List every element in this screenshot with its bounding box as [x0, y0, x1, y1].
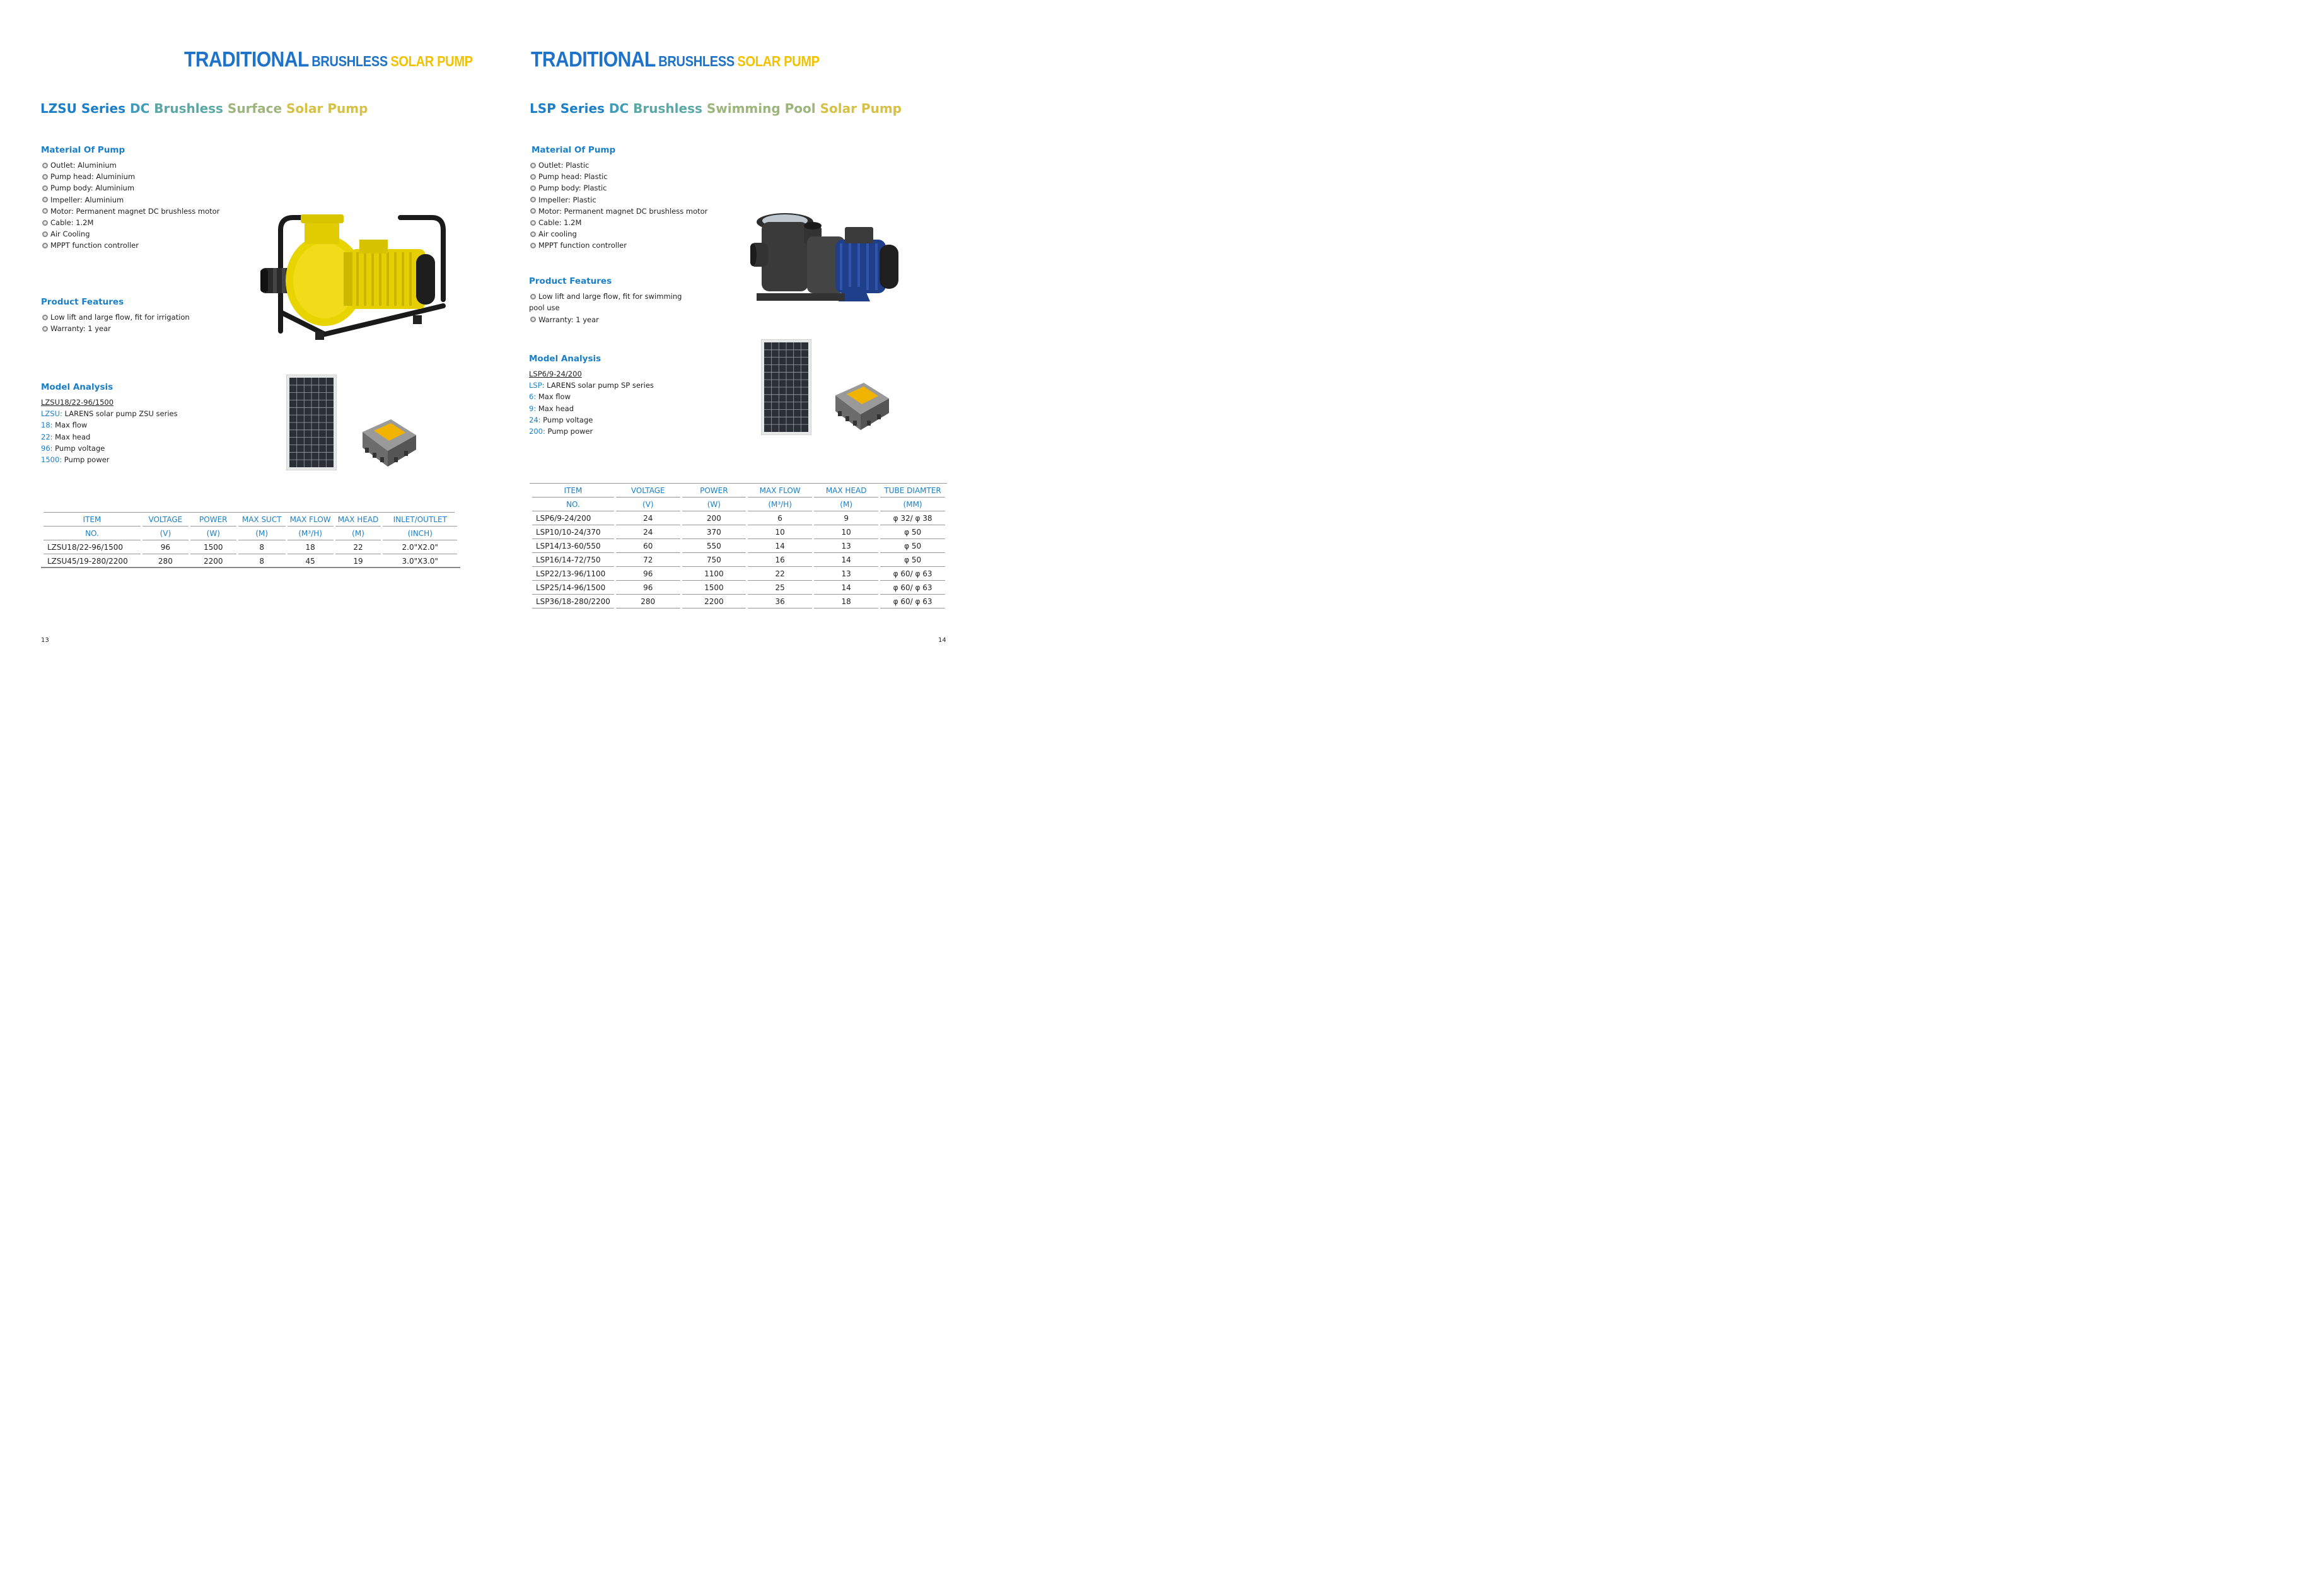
list-item: Pump body: Aluminium: [41, 182, 219, 194]
column-unit: (M³/H): [748, 498, 812, 511]
column-header: MAX FLOW: [748, 484, 812, 498]
list-item: Motor: Permanent magnet DC brushless motor: [529, 206, 707, 217]
column-header: ITEM: [532, 484, 614, 498]
features-list: [41, 311, 190, 334]
model-line: 18: Max flow: [41, 421, 88, 430]
model-line: 9: Max head: [529, 404, 574, 413]
series-title-part: Solar Pump: [286, 101, 368, 116]
table-header-row: [44, 513, 457, 527]
surface-pump-image: [255, 205, 451, 344]
list-item: Air Cooling: [41, 228, 219, 240]
column-header: MAX HEAD: [335, 513, 381, 527]
list-item-continuation: pool use: [529, 303, 560, 313]
model-line: LZSU: LARENS solar pump ZSU series: [41, 409, 178, 419]
list-item: Pump head: Aluminium: [41, 171, 219, 182]
list-item: Warranty: 1 year: [41, 323, 190, 334]
list-item: MPPT function controller: [529, 240, 707, 251]
banner-word-traditional: TRADITIONAL: [531, 47, 656, 72]
spec-table: [42, 513, 459, 568]
list-item: MPPT function controller: [41, 240, 219, 251]
list-item: Cable: 1.2M: [529, 217, 707, 228]
material-list: [41, 160, 219, 252]
series-title-part: Brushless: [633, 101, 702, 116]
material-list: [529, 160, 707, 252]
model-analysis: [41, 397, 178, 465]
series-title-part: Solar Pump: [820, 101, 902, 116]
list-item: Motor: Permanent magnet DC brushless motor: [41, 206, 219, 217]
bullet-icon: [42, 208, 48, 214]
model-line: LSP: LARENS solar pump SP series: [529, 381, 654, 390]
page-banner: [184, 49, 473, 71]
bullet-icon: [530, 243, 536, 248]
model-line: 22: Max head: [41, 432, 91, 441]
table-row: LSP22/13-96/1100 96 1100 22 13 φ 60/ φ 63: [532, 567, 945, 581]
model-line: 24: Pump voltage: [529, 415, 593, 424]
list-item: Pump head: Plastic: [529, 171, 707, 182]
list-item: Outlet: Plastic: [529, 160, 707, 171]
column-header: MAX FLOW: [288, 513, 334, 527]
bullet-icon: [530, 185, 536, 191]
table-row: LSP10/10-24/370 24 370 10 10 φ 50: [532, 525, 945, 539]
bullet-icon: [42, 231, 48, 237]
column-header: ITEM: [44, 513, 141, 527]
list-item: Warranty: 1 year: [529, 314, 682, 325]
banner-word-brushless: BRUSHLESS: [658, 54, 735, 70]
column-header: POWER: [682, 484, 746, 498]
table-bottom-rule: [41, 567, 460, 568]
series-title-part: DC: [129, 101, 150, 116]
features-list: [529, 291, 682, 325]
table-row: LSP14/13-60/550 60 550 14 13 φ 50: [532, 539, 945, 553]
series-title-part: Surface: [227, 101, 282, 116]
page-number: 14: [938, 637, 946, 644]
list-item: Impeller: Aluminium: [41, 194, 219, 206]
model-line: 6: Max flow: [529, 392, 571, 402]
controller-image: [829, 376, 892, 433]
bullet-icon: [42, 197, 48, 202]
list-item: Pump body: Plastic: [529, 182, 707, 194]
bullet-icon: [530, 294, 536, 300]
list-item: Impeller: Plastic: [529, 194, 707, 206]
banner-word-solar-pump: SOLAR PUMP: [737, 54, 820, 70]
model-line: 1500: Pump power: [41, 455, 110, 464]
list-item: Outlet: Aluminium: [41, 160, 219, 171]
material-heading: Material Of Pump: [41, 145, 125, 155]
column-header: VOLTAGE: [142, 513, 189, 527]
table-header-row: [532, 484, 945, 498]
bullet-icon: [42, 315, 48, 320]
list-item: Air cooling: [529, 228, 707, 240]
bullet-icon: [530, 231, 536, 237]
table-row: LZSU18/22-96/1500 96 1500 8 18 22 2.0"X2.0": [44, 540, 457, 554]
table-row: LSP25/14-96/1500 96 1500 25 14 φ 60/ φ 63: [532, 581, 945, 595]
series-title-part: DC: [608, 101, 629, 116]
table-unit-row: [44, 527, 457, 540]
features-heading: Product Features: [529, 276, 612, 286]
solar-panel-image: [761, 339, 811, 435]
table-unit-row: [532, 498, 945, 511]
list-item: Low lift and large flow, fit for irrigation: [41, 311, 190, 323]
column-unit: (M): [238, 527, 286, 540]
series-title-part: LZSU Series: [40, 101, 126, 116]
bullet-icon: [42, 243, 48, 248]
series-title-part: LSP Series: [530, 101, 605, 116]
bullet-icon: [530, 220, 536, 226]
page-13: [0, 0, 492, 672]
bullet-icon: [530, 174, 536, 180]
column-header: INLET/OUTLET: [383, 513, 457, 527]
banner-word-solar-pump: SOLAR PUMP: [390, 54, 473, 70]
column-unit: (M): [814, 498, 878, 511]
banner-word-brushless: BRUSHLESS: [311, 54, 388, 70]
column-header: TUBE DIAMTER: [880, 484, 945, 498]
model-analysis: [529, 368, 654, 437]
column-unit: (INCH): [383, 527, 457, 540]
column-unit: NO.: [532, 498, 614, 511]
series-title: [530, 101, 902, 116]
bullet-icon: [530, 197, 536, 202]
page-banner: [531, 49, 820, 71]
column-unit: (M): [335, 527, 381, 540]
bullet-icon: [42, 185, 48, 191]
column-unit: (MM): [880, 498, 945, 511]
series-title-part: Brushless: [154, 101, 223, 116]
banner-word-traditional: TRADITIONAL: [184, 47, 309, 72]
column-header: MAX SUCT: [238, 513, 286, 527]
column-unit: NO.: [44, 527, 141, 540]
column-unit: (M³/H): [288, 527, 334, 540]
solar-panel-image: [286, 375, 337, 470]
page-number: 13: [41, 637, 49, 644]
table-row: LSP36/18-280/2200 280 2200 36 18 φ 60/ φ 63: [532, 595, 945, 608]
bullet-icon: [42, 326, 48, 332]
column-unit: (W): [682, 498, 746, 511]
column-unit: (V): [142, 527, 189, 540]
column-header: VOLTAGE: [616, 484, 680, 498]
series-title-part: Swimming Pool: [706, 101, 816, 116]
model-line: 96: Pump voltage: [41, 443, 105, 453]
model-heading: Model Analysis: [41, 382, 113, 392]
bullet-icon: [530, 163, 536, 168]
series-title: [40, 101, 368, 116]
table-row: LSP6/9-24/200 24 200 6 9 φ 32/ φ 38: [532, 511, 945, 525]
bullet-icon: [42, 220, 48, 226]
material-heading: Material Of Pump: [532, 145, 616, 155]
controller-image: [356, 413, 419, 470]
column-header: MAX HEAD: [814, 484, 878, 498]
model-code: LZSU18/22-96/1500: [41, 398, 114, 407]
model-line: 200: Pump power: [529, 426, 593, 436]
bullet-icon: [530, 208, 536, 214]
page-14: [492, 0, 984, 672]
model-heading: Model Analysis: [529, 354, 601, 364]
table-row: LSP16/14-72/750 72 750 16 14 φ 50: [532, 553, 945, 567]
bullet-icon: [42, 163, 48, 168]
pool-pump-image: [750, 208, 905, 303]
table-row: LZSU45/19-280/2200 280 2200 8 45 19 3.0"X3.0": [44, 554, 457, 568]
list-item: Cable: 1.2M: [41, 217, 219, 228]
column-unit: (V): [616, 498, 680, 511]
column-unit: (W): [190, 527, 236, 540]
features-heading: Product Features: [41, 297, 124, 307]
model-code: LSP6/9-24/200: [529, 370, 582, 378]
bullet-icon: [42, 174, 48, 180]
list-item: Low lift and large flow, fit for swimming: [529, 291, 682, 302]
bullet-icon: [530, 317, 536, 322]
column-header: POWER: [190, 513, 236, 527]
spec-table: [530, 484, 947, 608]
